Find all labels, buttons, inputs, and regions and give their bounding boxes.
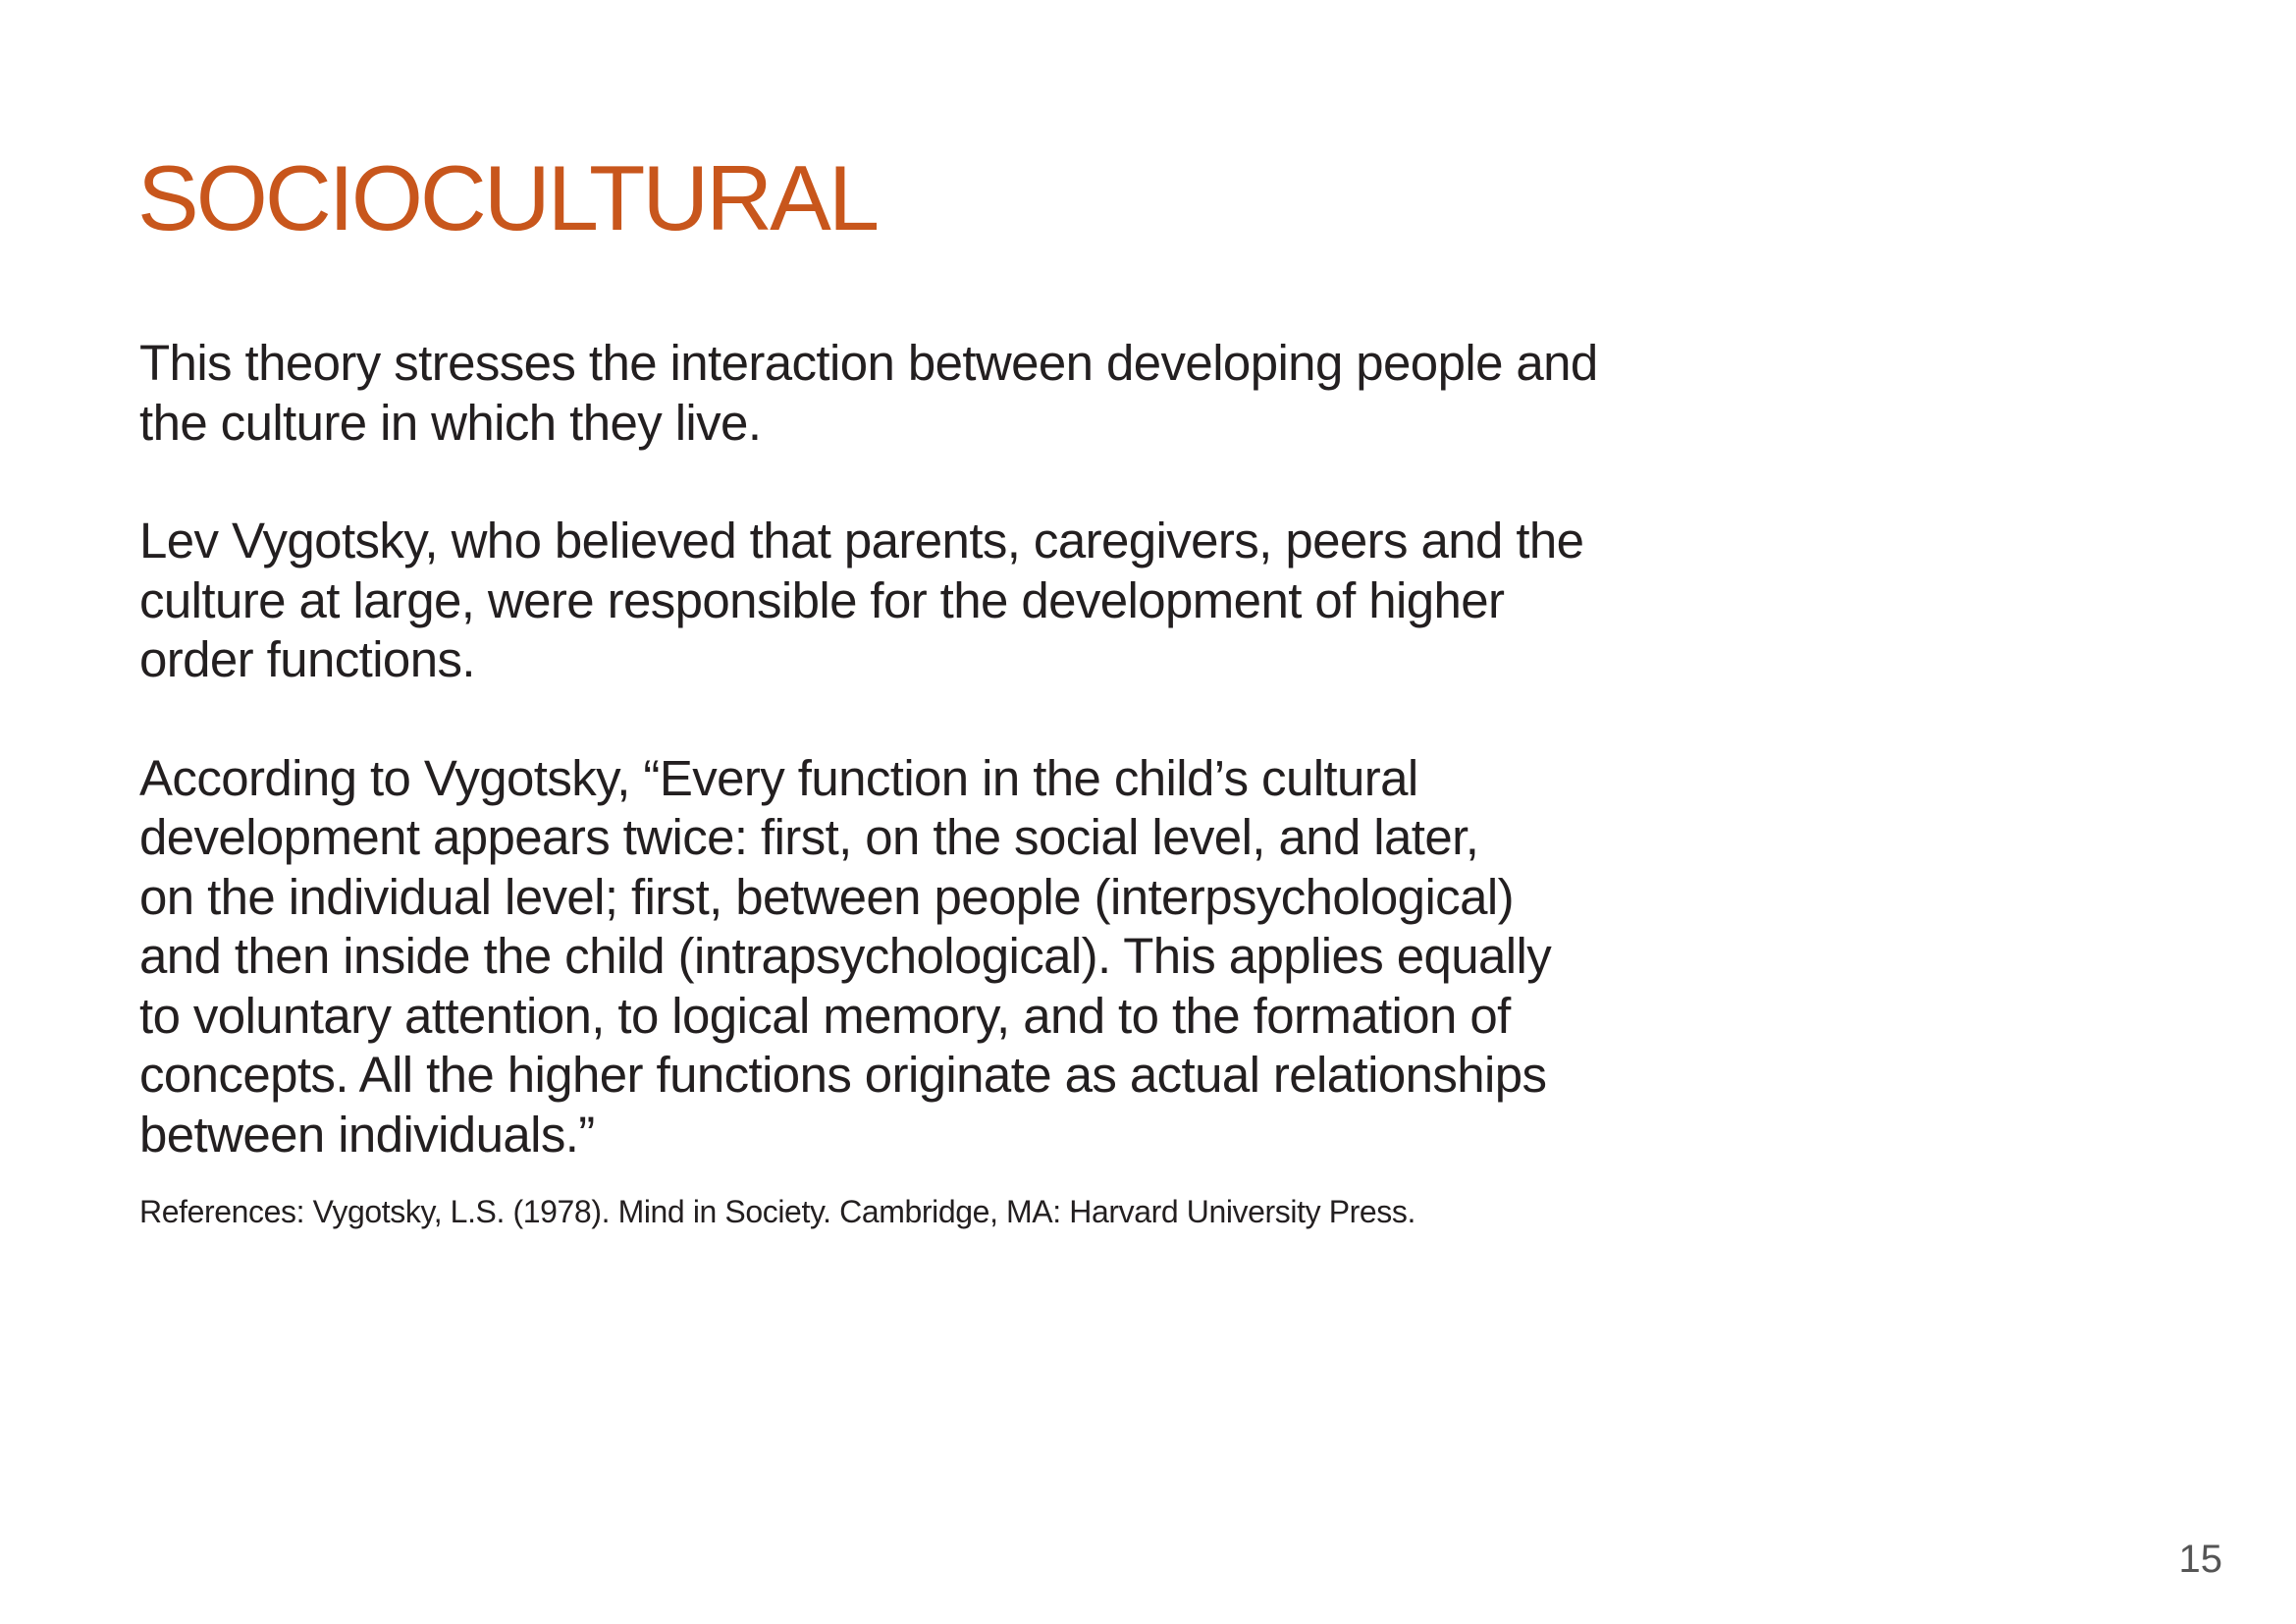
page-number: 15: [2178, 1538, 2222, 1581]
paragraph-spacer: [139, 690, 1651, 749]
reference-citation: References: Vygotsky, L.S. (1978). Mind in Society. Cambridge, MA: Harvard University Press.: [139, 1194, 1415, 1229]
paragraph-vygotsky-belief: Lev Vygotsky, who believed that parents, caregivers, peers and the culture at large, were responsible for the development of higher order functions.: [139, 513, 1584, 687]
paragraph-theory-definition: This theory stresses the interaction between developing people and the culture in which they live.: [139, 335, 1598, 451]
paragraph-vygotsky-quote: According to Vygotsky, “Every function in the child’s cultural development appears twice: first, on the social level, and later, on the individual level; first, between people (interpsychological) and then inside the child (intrapsychological). This applies equally to voluntary attention, to logical memory, and to the formation of concepts. All the higher functions originate as actual relationships between individuals.”: [139, 749, 1552, 1163]
paragraph-spacer: [139, 453, 1651, 512]
slide-title: SOCIOCULTURAL: [137, 146, 878, 249]
slide-body: [139, 334, 1651, 1164]
